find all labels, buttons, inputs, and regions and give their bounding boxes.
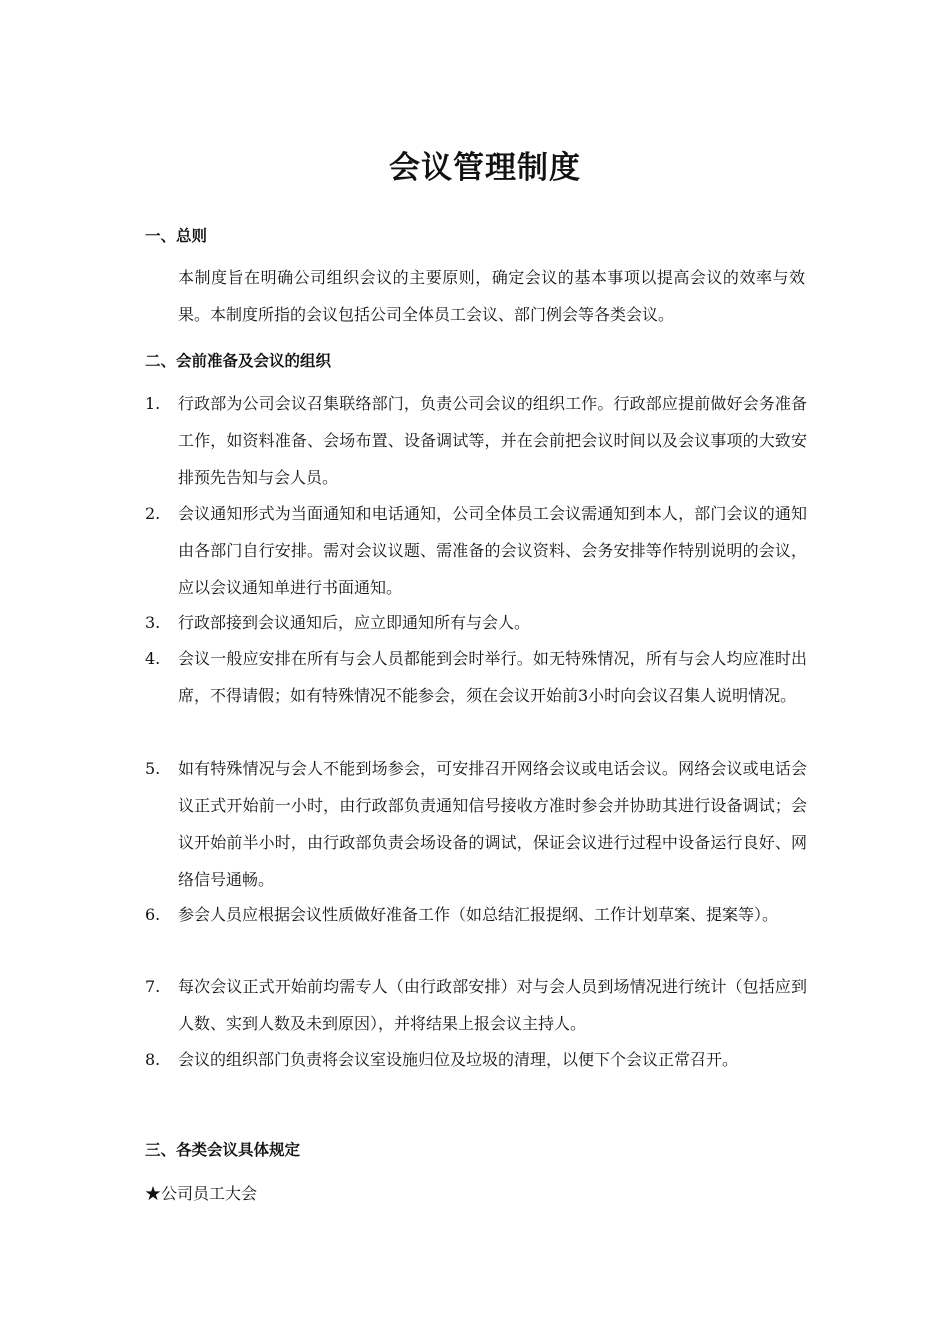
list-item-text: 会议的组织部门负责将会议室设施归位及垃圾的清理，以便下个会议正常召开。 xyxy=(178,1050,739,1069)
list-item-text: 行政部接到会议通知后，应立即通知所有与会人。 xyxy=(178,613,531,632)
page-title: 会议管理制度 xyxy=(389,150,581,186)
section-paragraph-general xyxy=(145,259,805,333)
section-heading-general: 一、总则 xyxy=(145,227,208,245)
list-item-text: 会议一般应安排在所有与会人员都能到会时举行。如无特殊情况，所有与会人均应准时出席，不得请假；如有特殊情况不能参会，须在会议开始前3小时向会议召集人说明情况。 xyxy=(178,649,807,705)
list-item-text: 行政部为公司会议召集联络部门，负责公司会议的组织工作。行政部应提前做好会务准备工作，如资料准备、会场布置、设备调试等，并在会前把会议时间以及会议事项的大致安排预先告知与会人员。 xyxy=(178,394,807,487)
list-item-number: 5. xyxy=(145,759,161,778)
list-item-number: 6. xyxy=(145,905,161,924)
list-item xyxy=(145,640,807,714)
list-item-number: 1. xyxy=(145,394,161,413)
list-item-number: 7. xyxy=(145,977,161,996)
list-item-text: 每次会议正式开始前均需专人（由行政部安排）对与会人员到场情况进行统计（包括应到人数、实到人数及未到原因），并将结果上报会议主持人。 xyxy=(178,977,807,1033)
list-item-number: 4. xyxy=(145,649,161,668)
list-item xyxy=(145,385,807,496)
section-heading-meeting-rules: 三、各类会议具体规定 xyxy=(145,1141,301,1159)
list-item xyxy=(145,750,807,898)
list-item-text: 如有特殊情况与会人不能到场参会，可安排召开网络会议或电话会议。网络会议或电话会议正式开始前一小时，由行政部负责通知信号接收方准时参会并协助其进行设备调试；会议开始前半小时，由行政部负责会场设备的调试，保证会议进行过程中设备运行良好、网络信号通畅。 xyxy=(178,759,807,889)
list-item xyxy=(145,896,807,933)
list-item-number: 8. xyxy=(145,1050,161,1069)
list-item-number: 2. xyxy=(145,504,161,523)
list-item-text: 参会人员应根据会议性质做好准备工作（如总结汇报提纲、工作计划草案、提案等）。 xyxy=(178,905,779,924)
paragraph-text: 本制度旨在明确公司组织会议的主要原则，确定会议的基本事项以提高会议的效率与效果。本制度所指的会议包括公司全体员工会议、部门例会等各类会议。 xyxy=(178,268,805,324)
list-item xyxy=(145,604,807,641)
list-item-number: 3. xyxy=(145,613,161,632)
section-heading-preparation: 二、会前准备及会议的组织 xyxy=(145,352,332,370)
list-item-text: 会议通知形式为当面通知和电话通知，公司全体员工会议需通知到本人，部门会议的通知由各部门自行安排。需对会议议题、需准备的会议资料、会务安排等作特别说明的会议，应以会议通知单进行书面通知。 xyxy=(178,504,807,597)
list-item xyxy=(145,1041,807,1078)
list-item xyxy=(145,968,807,1042)
subsection-staff-meeting: ★公司员工大会 xyxy=(145,1184,258,1203)
list-item xyxy=(145,495,807,606)
